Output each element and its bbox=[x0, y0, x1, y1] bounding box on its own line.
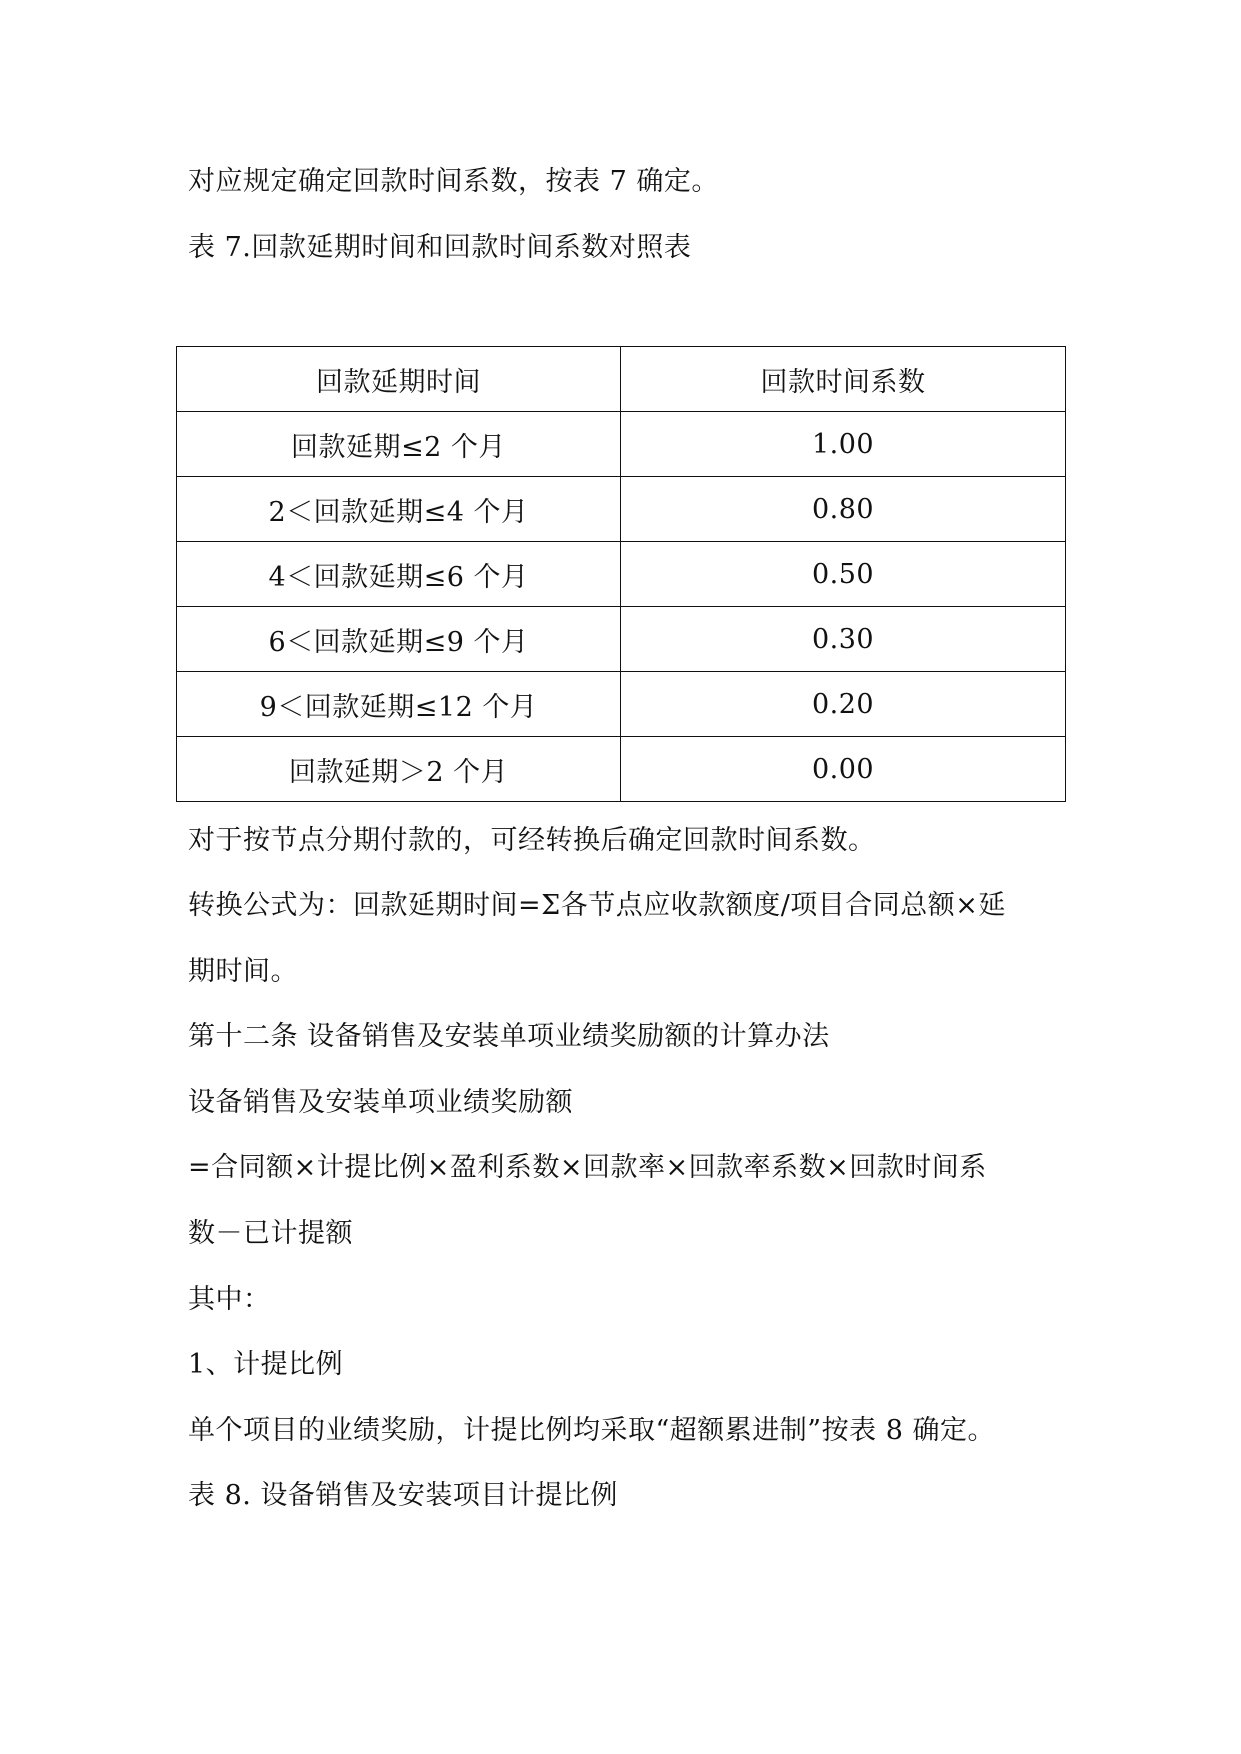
delay-period-cell: 4＜回款延期≤6 个月 bbox=[177, 542, 621, 607]
delay-period-cell: 回款延期＞2 个月 bbox=[177, 737, 621, 802]
table-row bbox=[177, 672, 1066, 737]
coefficient-cell: 0.50 bbox=[621, 542, 1066, 607]
table-row bbox=[177, 607, 1066, 672]
table-row bbox=[177, 542, 1066, 607]
progressive-rate-paragraph: 单个项目的业绩奖励，计提比例均采取“超额累进制”按表 8 确定。 bbox=[188, 1415, 995, 1446]
item-1-heading: 1、计提比例 bbox=[188, 1349, 344, 1380]
delay-period-cell: 6＜回款延期≤9 个月 bbox=[177, 607, 621, 672]
bonus-formula-line-1: =合同额×计提比例×盈利系数×回款率×回款率系数×回款时间系 bbox=[188, 1152, 987, 1183]
table-8-caption: 表 8. 设备销售及安装项目计提比例 bbox=[188, 1480, 618, 1511]
table-row bbox=[177, 477, 1066, 542]
coefficient-cell: 0.20 bbox=[621, 672, 1066, 737]
delay-period-cell: 9＜回款延期≤12 个月 bbox=[177, 672, 621, 737]
table-row bbox=[177, 412, 1066, 477]
header-time-coefficient: 回款时间系数 bbox=[621, 347, 1066, 412]
intro-paragraph: 对应规定确定回款时间系数，按表 7 确定。 bbox=[188, 166, 719, 197]
coefficient-cell: 0.00 bbox=[621, 737, 1066, 802]
installment-paragraph: 对于按节点分期付款的，可经转换后确定回款时间系数。 bbox=[188, 825, 876, 856]
where-label: 其中： bbox=[188, 1284, 271, 1315]
article-12-heading: 第十二条 设备销售及安装单项业绩奖励额的计算办法 bbox=[188, 1021, 830, 1052]
coefficient-cell: 1.00 bbox=[621, 412, 1066, 477]
coefficient-cell: 0.30 bbox=[621, 607, 1066, 672]
table-7-caption: 表 7.回款延期时间和回款时间系数对照表 bbox=[188, 232, 692, 263]
table-row bbox=[177, 737, 1066, 802]
delay-period-cell: 2＜回款延期≤4 个月 bbox=[177, 477, 621, 542]
coefficient-cell: 0.80 bbox=[621, 477, 1066, 542]
conversion-formula-line-2: 期时间。 bbox=[188, 956, 298, 987]
delay-period-cell: 回款延期≤2 个月 bbox=[177, 412, 621, 477]
table-header-row bbox=[177, 347, 1066, 412]
header-delay-period: 回款延期时间 bbox=[177, 347, 621, 412]
conversion-formula-line-1: 转换公式为：回款延期时间=Σ各节点应收款额度/项目合同总额×延 bbox=[188, 890, 1006, 921]
bonus-amount-label: 设备销售及安装单项业绩奖励额 bbox=[188, 1087, 573, 1118]
bonus-formula-line-2: 数－已计提额 bbox=[188, 1218, 353, 1249]
table-7 bbox=[176, 346, 1066, 802]
